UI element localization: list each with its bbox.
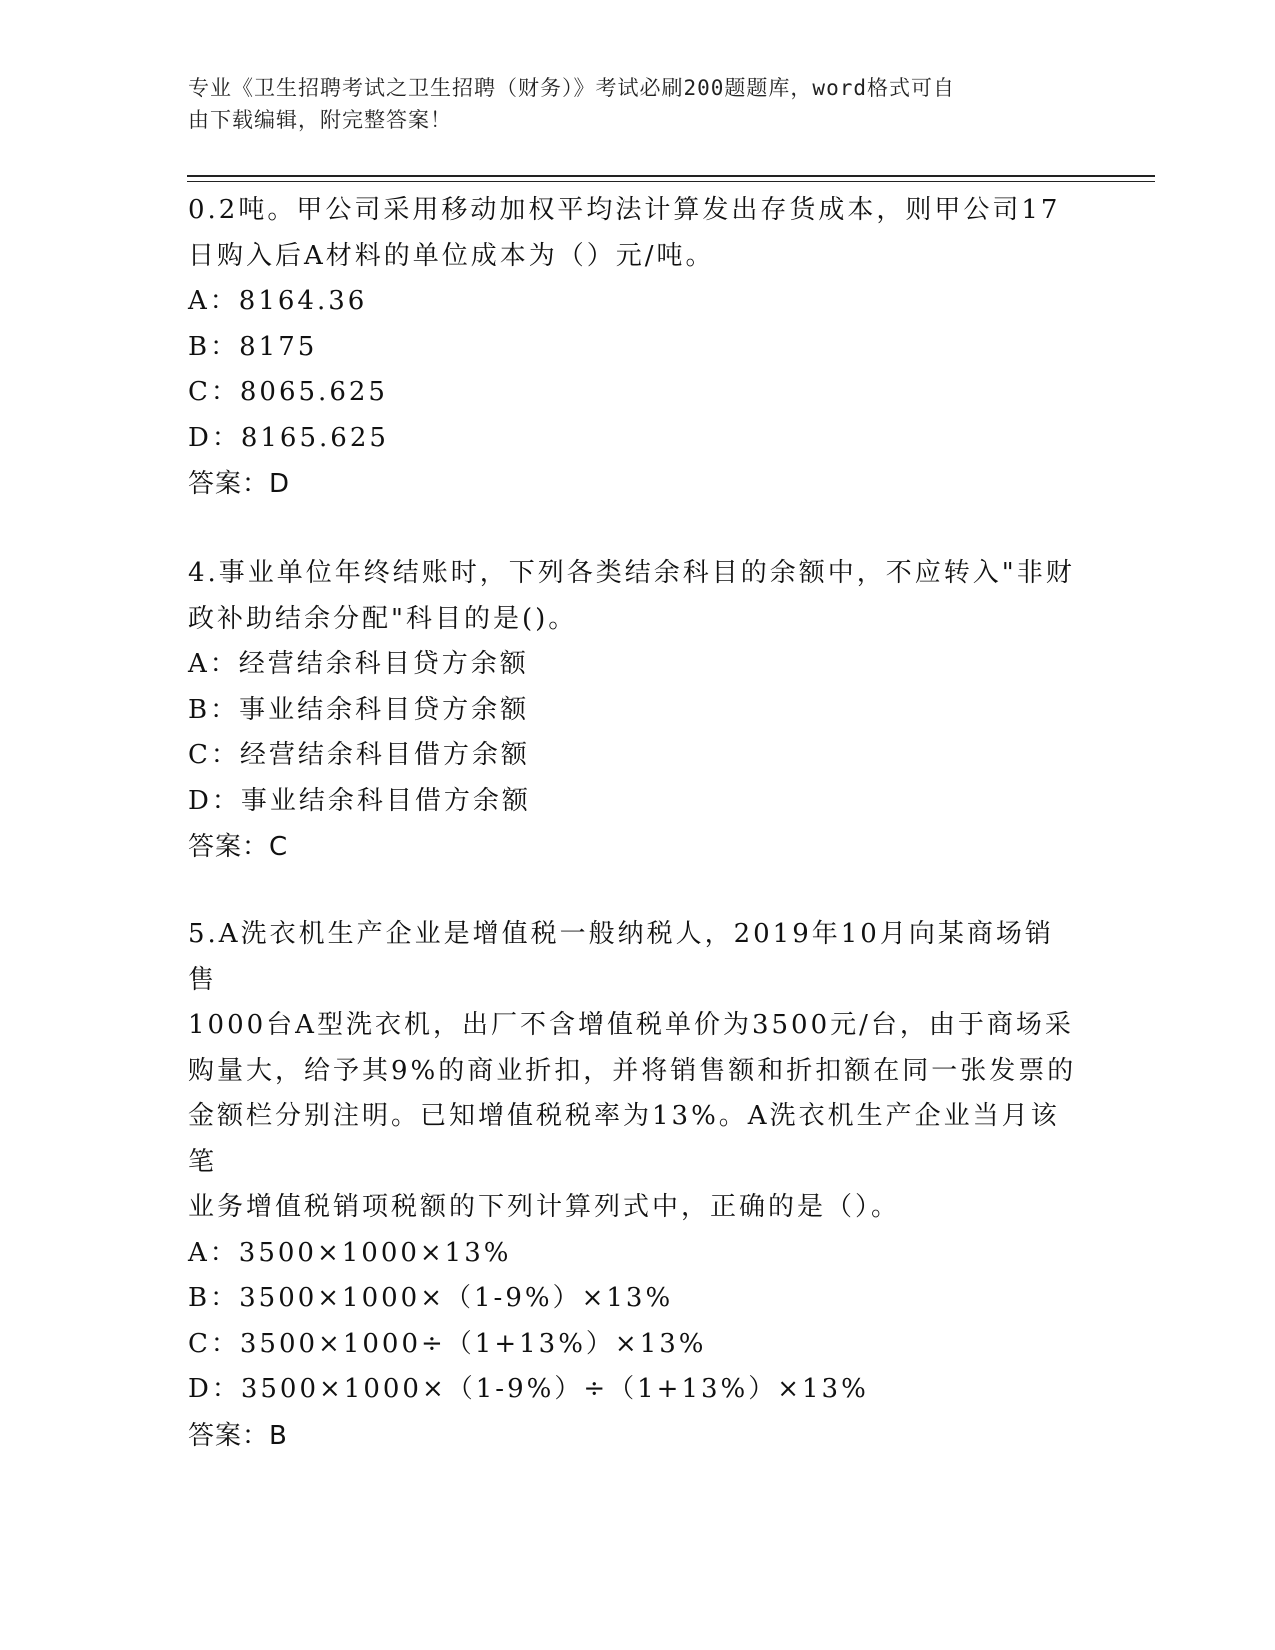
question-5 xyxy=(188,912,1078,1459)
option-b: B：3500×1000×（1-9%）×13% xyxy=(188,1283,674,1313)
header-rule-thick xyxy=(187,175,1155,177)
option-c: C：经营结余科目借方余额 xyxy=(188,740,530,770)
option-a: A：3500×1000×13% xyxy=(188,1237,512,1268)
question-text xyxy=(188,188,1078,279)
option-c: C：3500×1000÷（1+13%）×13% xyxy=(188,1328,707,1359)
option-b: B：事业结余科目贷方余额 xyxy=(188,694,530,725)
header-rule-thin xyxy=(187,181,1155,182)
answer: 答案：D xyxy=(188,469,291,499)
header-line-2: 由下载编辑，附完整答案！ xyxy=(188,108,452,132)
option-b: B：8175 xyxy=(188,331,318,362)
question-text-line: 购量大，给予其9%的商业折扣，并将销售额和折扣额在同一张发票的 xyxy=(188,1055,1077,1086)
question-text-line: 日购入后A材料的单位成本为（）元/吨。 xyxy=(188,240,715,271)
question-3 xyxy=(188,188,1078,507)
answer: 答案：B xyxy=(188,1420,288,1451)
option-d: D：3500×1000×（1-9%）÷（1+13%）×13% xyxy=(188,1374,869,1404)
question-text-line: 业务增值税销项税额的下列计算列式中，正确的是（）。 xyxy=(188,1192,901,1222)
option-a: A：经营结余科目贷方余额 xyxy=(188,649,529,679)
header-line-1: 专业《卫生招聘考试之卫生招聘（财务）》考试必刷200题题库，word格式可自 xyxy=(188,76,955,100)
question-text xyxy=(188,551,1078,642)
question-text-line: 5.A洗衣机生产企业是增值税一般纳税人，2019年10月向某商场销售 xyxy=(188,919,1054,995)
option-d: D：事业结余科目借方余额 xyxy=(188,785,531,816)
option-c: C：8065.625 xyxy=(188,377,388,407)
question-text-line: 0.2吨。甲公司采用移动加权平均法计算发出存货成本，则甲公司17 xyxy=(188,195,1061,225)
answer: 答案：C xyxy=(188,832,289,862)
question-text-line: 金额栏分别注明。已知增值税税率为13%。A洗衣机生产企业当月该笔 xyxy=(188,1101,1060,1177)
question-4 xyxy=(188,551,1078,870)
option-a: A：8164.36 xyxy=(188,286,368,316)
document-header xyxy=(188,72,1068,136)
option-d: D：8165.625 xyxy=(188,422,389,453)
question-text xyxy=(188,912,1078,1231)
question-text-line: 政补助结余分配"科目的是()。 xyxy=(188,603,578,634)
question-text-line: 1000台A型洗衣机，出厂不含增值税单价为3500元/台，由于商场采 xyxy=(188,1010,1074,1040)
question-text-line: 4.事业单位年终结账时，下列各类结余科目的余额中，不应转入"非财 xyxy=(188,558,1075,588)
